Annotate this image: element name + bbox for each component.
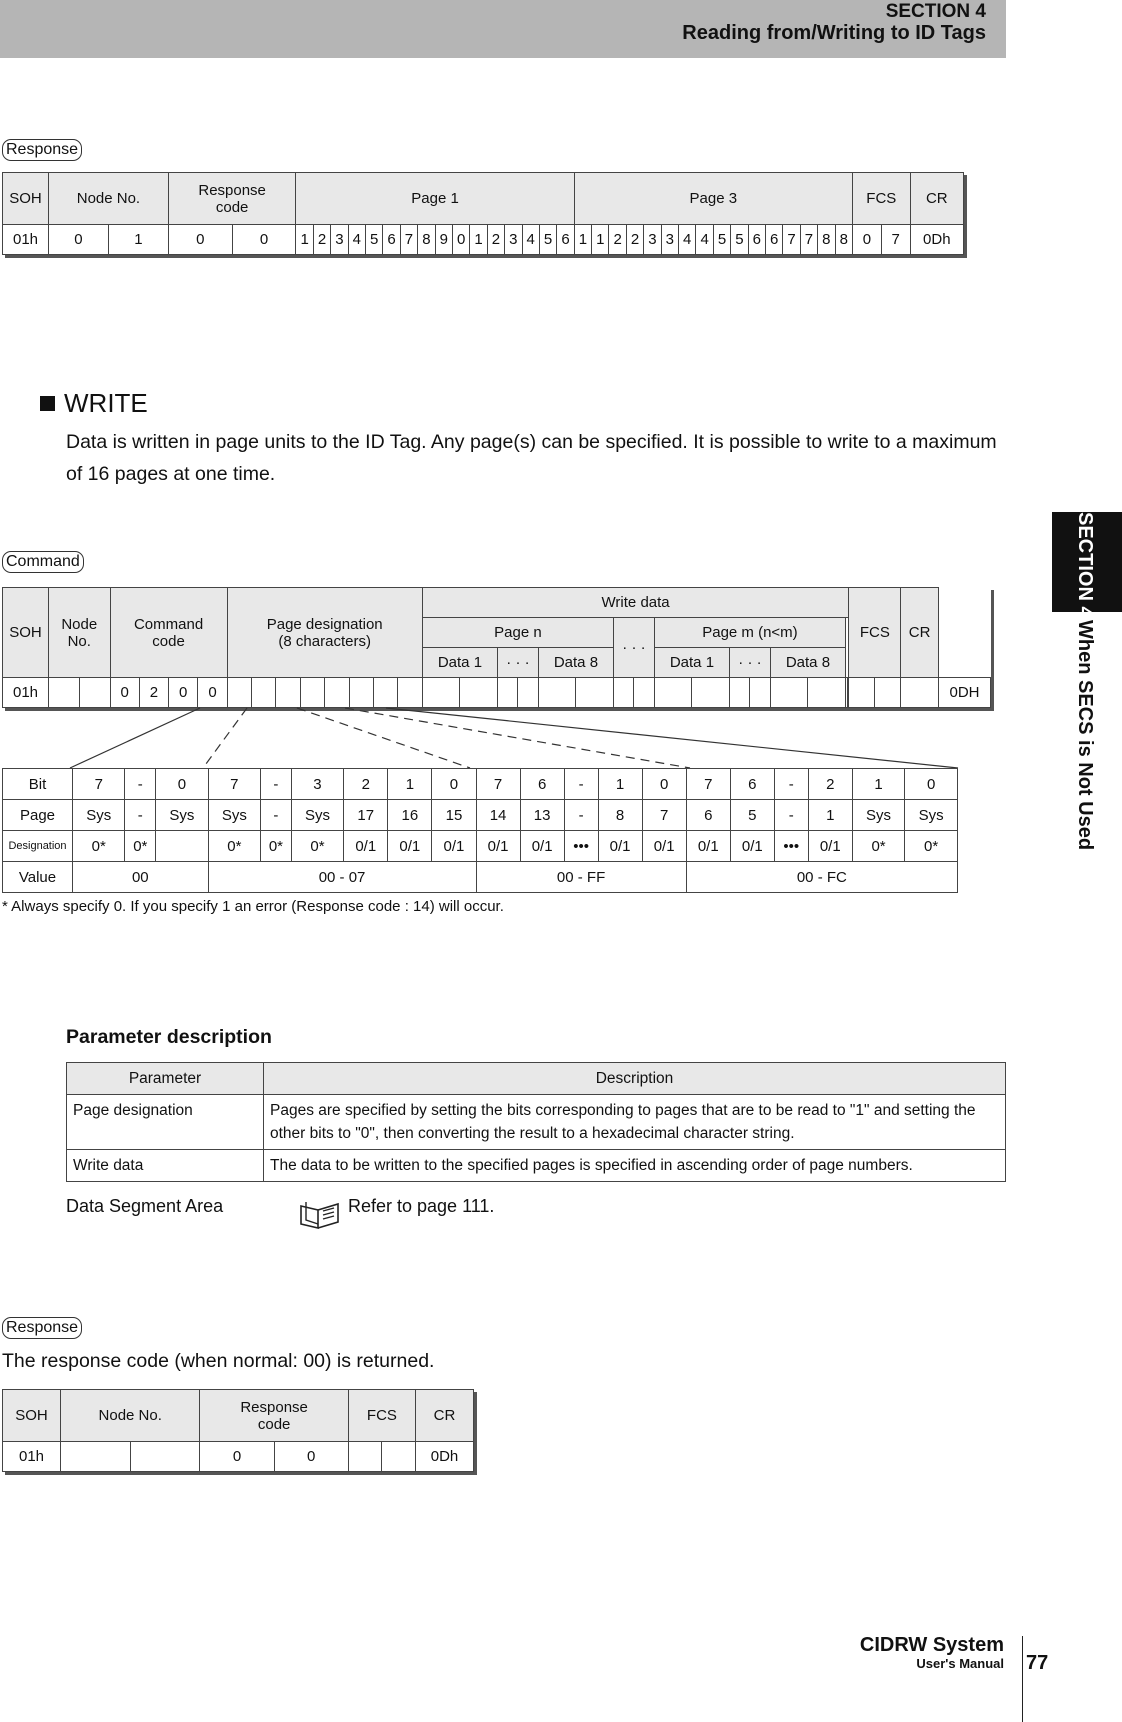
- page1-header: Page 1: [296, 173, 574, 225]
- footer-brand: CIDRW System: [859, 1634, 1004, 1656]
- parameter-description-table: [66, 1062, 1006, 1182]
- value-cell: 0: [168, 225, 232, 255]
- page-n-data1: Data 1: [422, 648, 497, 678]
- page-cell: 17: [344, 800, 388, 831]
- row-label-bit: Bit: [3, 769, 73, 800]
- value-cell: 9: [435, 225, 452, 255]
- bit-cell: 1: [598, 769, 642, 800]
- designation-cell: 0*: [905, 831, 958, 862]
- bit-cell: 7: [208, 769, 260, 800]
- value-cell: [730, 678, 750, 708]
- value-cell: 8: [418, 225, 435, 255]
- node-no-header: Node No.: [49, 588, 111, 678]
- value-cell: 0: [110, 678, 139, 708]
- response-code-header: Response code: [168, 173, 296, 225]
- data-segment-reference: Refer to page 111.: [348, 1196, 495, 1216]
- value-cell: [460, 678, 498, 708]
- value-range-4: 00 - FC: [686, 862, 957, 893]
- description-column-header: Description: [264, 1063, 1006, 1095]
- page-cell: Sys: [852, 800, 904, 831]
- value-cell: 4: [679, 225, 696, 255]
- value-cell: [654, 678, 692, 708]
- page-cell: -: [261, 800, 292, 831]
- page-cell: Sys: [73, 800, 125, 831]
- bit-row: [3, 769, 958, 800]
- value-range-2: 00 - 07: [208, 862, 476, 893]
- value-cell: 0: [852, 225, 881, 255]
- value-cell: 1: [574, 225, 591, 255]
- footnote: * Always specify 0. If you specify 1 an error (Response code : 14) will occur.: [2, 898, 504, 915]
- value-cell: 4: [348, 225, 365, 255]
- bit-cell: 0: [642, 769, 686, 800]
- page-cell: -: [774, 800, 808, 831]
- value-cell: 3: [661, 225, 678, 255]
- value-cell: [398, 678, 422, 708]
- page-number: 77: [1026, 1652, 1049, 1674]
- value-cell: 0DH: [939, 678, 991, 708]
- value-cell: 0: [49, 225, 109, 255]
- write-command-values-row: [3, 678, 991, 708]
- value-cell: 0: [274, 1442, 348, 1472]
- value-cell: [538, 678, 576, 708]
- row-label-designation: Designation: [3, 831, 73, 862]
- value-cell: 3: [331, 225, 348, 255]
- value-cell: [770, 678, 808, 708]
- value-cell: 0: [200, 1442, 274, 1472]
- page-cell: Sys: [156, 800, 208, 831]
- bit-expansion-connectors: [0, 706, 1010, 770]
- page-cell: 16: [388, 800, 432, 831]
- value-cell: 6: [557, 225, 574, 255]
- bit-cell: -: [125, 769, 156, 800]
- value-cell: [498, 678, 518, 708]
- soh-header: SOH: [3, 1390, 61, 1442]
- designation-cell: 0/1: [520, 831, 564, 862]
- value-cell: 0: [232, 225, 296, 255]
- designation-cell: 0/1: [432, 831, 476, 862]
- response-pill: Response: [2, 1317, 82, 1339]
- value-cell: 1: [296, 225, 313, 255]
- page-cell: 5: [730, 800, 774, 831]
- bit-cell: 2: [808, 769, 852, 800]
- bit-cell: 2: [344, 769, 388, 800]
- write-response-frame-table: [2, 1389, 474, 1472]
- bit-cell: 6: [730, 769, 774, 800]
- parameter-description: The data to be written to the specified pages is specified in ascending order of page numbers.: [264, 1150, 1006, 1182]
- page-cell: 1: [808, 800, 852, 831]
- value-cell: 0Dh: [910, 225, 963, 255]
- page-cell: 8: [598, 800, 642, 831]
- designation-cell: 0/1: [388, 831, 432, 862]
- value-cell: [325, 678, 349, 708]
- bit-cell: 7: [476, 769, 520, 800]
- page-row: [3, 800, 958, 831]
- value-cell: [901, 678, 939, 708]
- row-label-page: Page: [3, 800, 73, 831]
- designation-cell: [156, 831, 208, 862]
- page-cell: 15: [432, 800, 476, 831]
- value-cell: 2: [487, 225, 504, 255]
- value-cell: 8: [835, 225, 852, 255]
- write-command-frame-table: [2, 587, 991, 708]
- value-cell: 0: [198, 678, 227, 708]
- write-description: Data is written in page units to the ID Tag. Any page(s) can be specified. It is possible to write to a maximum of 16 pages at one time.: [66, 431, 997, 485]
- value-cell: 6: [748, 225, 765, 255]
- write-heading-text: WRITE: [64, 388, 148, 418]
- section-number: SECTION 4: [885, 1, 986, 22]
- value-cell: 7: [881, 225, 910, 255]
- value-cell: 0: [169, 678, 198, 708]
- bit-cell: 0: [156, 769, 208, 800]
- value-cell: [49, 678, 80, 708]
- fcs-header: FCS: [852, 173, 910, 225]
- value-cell: 5: [731, 225, 748, 255]
- write-heading: [40, 388, 148, 419]
- value-cell: 3: [644, 225, 661, 255]
- value-cell: [61, 1442, 131, 1472]
- page-cell: -: [564, 800, 598, 831]
- footer-subtitle: User's Manual: [916, 1656, 1004, 1671]
- value-cell: 3: [505, 225, 522, 255]
- page-n-header: Page n: [422, 618, 613, 648]
- page-m-data8: Data 8: [770, 648, 845, 678]
- page-m-ellipsis: · · ·: [730, 648, 771, 678]
- soh-header: SOH: [3, 173, 49, 225]
- designation-cell: 0/1: [344, 831, 388, 862]
- response-code-header: Response code: [200, 1390, 348, 1442]
- value-cell: 5: [539, 225, 556, 255]
- value-cell: 5: [713, 225, 730, 255]
- value-cell: 01h: [3, 225, 49, 255]
- page-cell: Sys: [905, 800, 958, 831]
- value-cell: [130, 1442, 200, 1472]
- page-cell: 14: [476, 800, 520, 831]
- response-description: The response code (when normal: 00) is returned.: [2, 1350, 435, 1372]
- node-no-header: Node No.: [61, 1390, 200, 1442]
- value-cell: [875, 678, 901, 708]
- bit-cell: 6: [520, 769, 564, 800]
- value-cell: 6: [765, 225, 782, 255]
- value-cell: 7: [783, 225, 800, 255]
- value-cell: 0: [452, 225, 469, 255]
- bit-cell: 7: [73, 769, 125, 800]
- value-cell: 8: [818, 225, 835, 255]
- page-cell: 7: [642, 800, 686, 831]
- page-cell: 6: [686, 800, 730, 831]
- designation-cell: 0*: [852, 831, 904, 862]
- cr-header: CR: [901, 588, 939, 678]
- node-no-header: Node No.: [49, 173, 169, 225]
- connector-line: [203, 708, 247, 768]
- value-cell: [750, 678, 770, 708]
- value-cell: [79, 678, 110, 708]
- fcs-header: FCS: [348, 1390, 415, 1442]
- page-cell: Sys: [208, 800, 260, 831]
- connector-line: [297, 708, 470, 768]
- side-tab-label: [1050, 512, 1120, 932]
- bit-cell: 3: [291, 769, 343, 800]
- value-cell: [808, 678, 846, 708]
- bit-cell: 7: [686, 769, 730, 800]
- value-cell: [849, 678, 875, 708]
- page-m-header: Page m (n<m): [654, 618, 845, 648]
- value-cell: 7: [800, 225, 817, 255]
- value-cell: [422, 678, 460, 708]
- designation-cell: 0/1: [808, 831, 852, 862]
- page-designation-header: Page designation (8 characters): [227, 588, 422, 678]
- value-cell: [349, 678, 373, 708]
- value-cell: [252, 678, 276, 708]
- designation-cell: •••: [564, 831, 598, 862]
- side-tab-title: When SECS is Not Used: [1074, 620, 1096, 851]
- value-cell: [382, 1442, 416, 1472]
- designation-cell: •••: [774, 831, 808, 862]
- bit-cell: 0: [432, 769, 476, 800]
- value-cell: 1: [108, 225, 168, 255]
- designation-cell: 0/1: [642, 831, 686, 862]
- designation-cell: 0/1: [686, 831, 730, 862]
- write-response-values-row: [3, 1442, 474, 1472]
- designation-cell: 0*: [261, 831, 292, 862]
- designation-cell: 0*: [125, 831, 156, 862]
- book-icon: [298, 1198, 342, 1230]
- read-response-values-row: [3, 225, 964, 255]
- section-header-bar: [0, 0, 1006, 58]
- command-code-header: Command code: [110, 588, 227, 678]
- value-cell: [576, 678, 614, 708]
- value-cell: [373, 678, 397, 708]
- designation-cell: 0*: [73, 831, 125, 862]
- value-cell: 2: [609, 225, 626, 255]
- value-cell: [276, 678, 300, 708]
- cr-header: CR: [416, 1390, 474, 1442]
- value-cell: 2: [139, 678, 168, 708]
- square-bullet-icon: [40, 396, 55, 411]
- designation-cell: 0/1: [730, 831, 774, 862]
- parameter-name: Write data: [67, 1150, 264, 1182]
- bit-cell: -: [774, 769, 808, 800]
- value-cell: [348, 1442, 382, 1472]
- designation-cell: 0*: [208, 831, 260, 862]
- parameter-description: Pages are specified by setting the bits corresponding to pages that are to be read to "1" and setting the other bits to "0", then converting the result to a hexadecimal character string.: [264, 1095, 1006, 1150]
- value-cell: 5: [366, 225, 383, 255]
- designation-cell: 0*: [291, 831, 343, 862]
- parameter-description-heading: Parameter description: [66, 1026, 272, 1048]
- value-cell: 6: [383, 225, 400, 255]
- read-response-frame-table: [2, 172, 964, 255]
- command-pill: Command: [2, 551, 84, 573]
- data-segment-label: Data Segment Area: [66, 1196, 224, 1216]
- fcs-header: FCS: [849, 588, 901, 678]
- value-cell: 01h: [3, 1442, 61, 1472]
- value-cell: [227, 678, 251, 708]
- parameter-column-header: Parameter: [67, 1063, 264, 1095]
- side-tab-section: SECTION 4: [1074, 512, 1096, 618]
- value-range-3: 00 - FF: [476, 862, 686, 893]
- soh-header: SOH: [3, 588, 49, 678]
- value-cell: 1: [470, 225, 487, 255]
- designation-row: [3, 831, 958, 862]
- bit-cell: -: [564, 769, 598, 800]
- ellipsis-header: · · ·: [614, 618, 655, 678]
- cr-header: CR: [910, 173, 963, 225]
- section-title: Reading from/Writing to ID Tags: [682, 22, 986, 44]
- value-cell: 2: [313, 225, 330, 255]
- value-cell: [634, 678, 654, 708]
- value-cell: 01h: [3, 678, 49, 708]
- page3-header: Page 3: [574, 173, 852, 225]
- value-cell: [692, 678, 730, 708]
- value-cell: 4: [696, 225, 713, 255]
- page-m-data1: Data 1: [654, 648, 729, 678]
- connector-line: [386, 708, 958, 768]
- row-label-value: Value: [3, 862, 73, 893]
- connector-line: [345, 708, 690, 768]
- connector-line: [70, 708, 200, 768]
- bit-cell: 1: [852, 769, 904, 800]
- page-cell: 13: [520, 800, 564, 831]
- value-cell: [614, 678, 634, 708]
- write-data-header: Write data: [422, 588, 849, 618]
- table-row: [67, 1095, 1006, 1150]
- bit-cell: 1: [388, 769, 432, 800]
- value-cell: 2: [626, 225, 643, 255]
- value-row: [3, 862, 958, 893]
- value-range-1: 00: [73, 862, 209, 893]
- value-cell: 0Dh: [416, 1442, 474, 1472]
- page-designation-bit-table: [2, 768, 958, 893]
- page-n-data8: Data 8: [538, 648, 613, 678]
- bit-cell: 0: [905, 769, 958, 800]
- value-cell: [518, 678, 538, 708]
- parameter-name: Page designation: [67, 1095, 264, 1150]
- page-n-ellipsis: · · ·: [498, 648, 539, 678]
- value-cell: 1: [592, 225, 609, 255]
- table-row: [67, 1150, 1006, 1182]
- value-cell: [300, 678, 324, 708]
- value-cell: 7: [400, 225, 417, 255]
- page-cell: -: [125, 800, 156, 831]
- value-cell: 4: [522, 225, 539, 255]
- response-pill: Response: [2, 139, 82, 161]
- page-cell: Sys: [291, 800, 343, 831]
- designation-cell: 0/1: [598, 831, 642, 862]
- footer-divider: [1022, 1636, 1023, 1722]
- designation-cell: 0/1: [476, 831, 520, 862]
- bit-cell: -: [261, 769, 292, 800]
